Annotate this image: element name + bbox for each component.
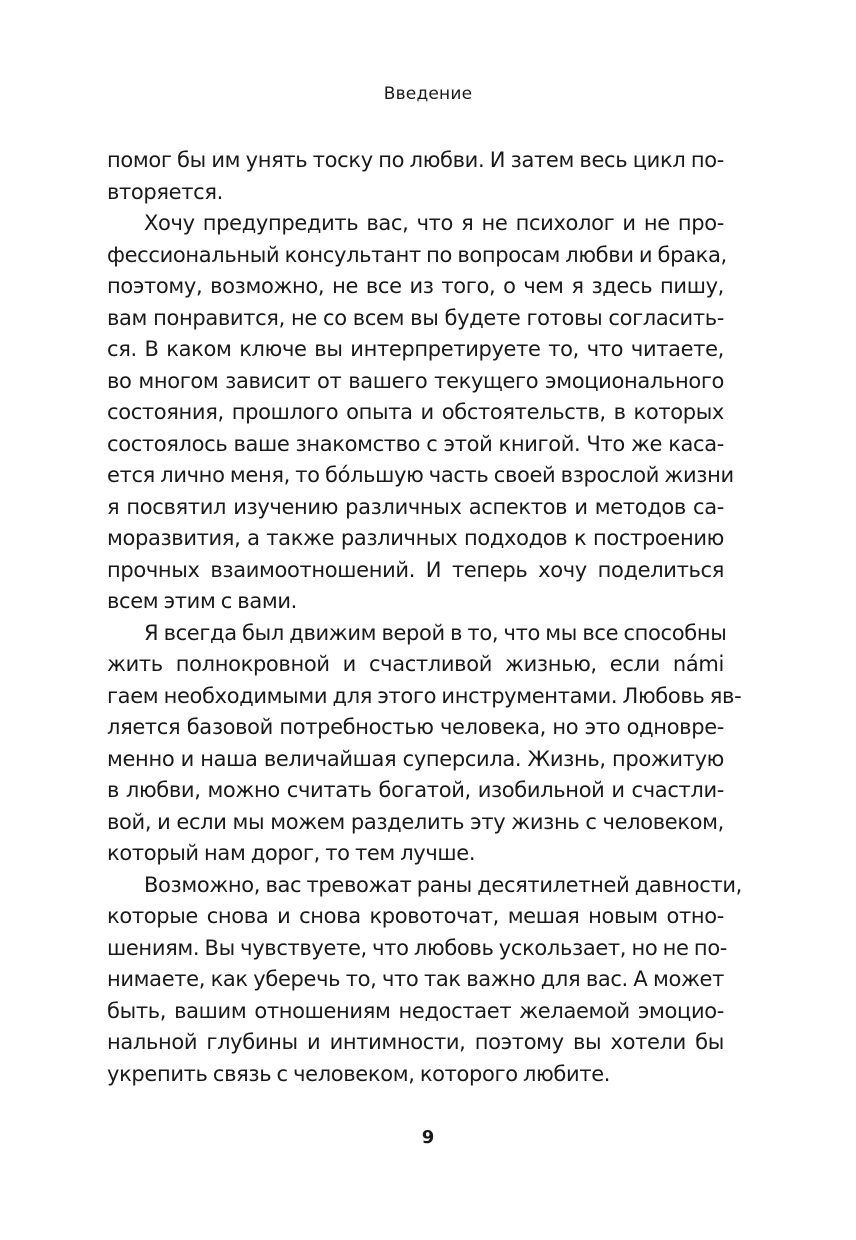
page-number: 9 (421, 1127, 435, 1148)
text-line: укрепить связь с человеком, которого любите. (107, 1061, 611, 1086)
text-line: ляется базовой потребностью человека, но это одновре- (107, 715, 724, 739)
text-line: гаем необходимыми для этого инструментами. Любовь яв- (107, 683, 742, 708)
text-line: всем этим с вами. (107, 589, 297, 613)
text-line: нальной глубины и интимности, поэтому вы хотели бы (107, 1030, 724, 1054)
running-head: Введение (383, 84, 473, 104)
text-line: поэтому, возможно, не все из того, о чем я здесь пишу, (107, 274, 724, 298)
text-line: вторяется. (107, 179, 223, 204)
text-line: Я всегда был движим верой в то, что мы все способны (144, 620, 727, 645)
text-line: нимаете, как уберечь то, что так важно для вас. А может (107, 967, 724, 991)
text-line: ся. В каком ключе вы интерпретируете то, что читаете, (107, 337, 724, 361)
text-line: менно и наша величайшая суперсила. Жизнь, прожитую (107, 746, 724, 771)
text-line: моразвития, а также различных подходов к построению (107, 526, 724, 550)
text-line: прочных взаимоотношений. И теперь хочу поделиться (107, 557, 724, 582)
text-line: которые снова и снова кровоточат, мешая новым отно- (107, 904, 724, 928)
text-line: быть, вашим отношениям недостает желаемой эмоцио- (107, 998, 724, 1023)
text-line: ется лично меня, то бóльшую часть своей взрослой жизни (107, 463, 734, 487)
text-line: в любви, можно считать богатой, изобильной и счастли- (107, 778, 724, 802)
text-line: Возможно, вас тревожат раны десятилетней давности, (144, 872, 743, 897)
text-line: Хочу предупредить вас, что я не психолог и не про- (144, 211, 724, 235)
text-line: помог бы им унять тоску по любви. И затем весь цикл по- (107, 148, 724, 172)
text-line: вам понравится, не со всем вы будете готовы согласить- (107, 305, 724, 330)
text-line: состояния, прошлого опыта и обстоятельств, в которых (107, 400, 724, 424)
text-line: вой, и если мы можем разделить эту жизнь с человеком, (107, 809, 724, 834)
text-line: шениям. Вы чувствуете, что любовь ускользает, но не по- (107, 935, 728, 960)
body-text (107, 145, 743, 1090)
text-line: который нам дорог, то тем лучше. (107, 841, 476, 865)
text-line: во многом зависит от вашего текущего эмоционального (107, 368, 724, 393)
text-line: состоялось ваше знакомство с этой книгой. Что же каса- (107, 431, 724, 456)
text-line: фессиональный консультант по вопросам любви и брака, (107, 242, 727, 267)
text-line: жить полнокровной и счастливой жизнью, если námi (107, 652, 724, 676)
text-line: я посвятил изучению различных аспектов и методов са- (107, 494, 724, 519)
